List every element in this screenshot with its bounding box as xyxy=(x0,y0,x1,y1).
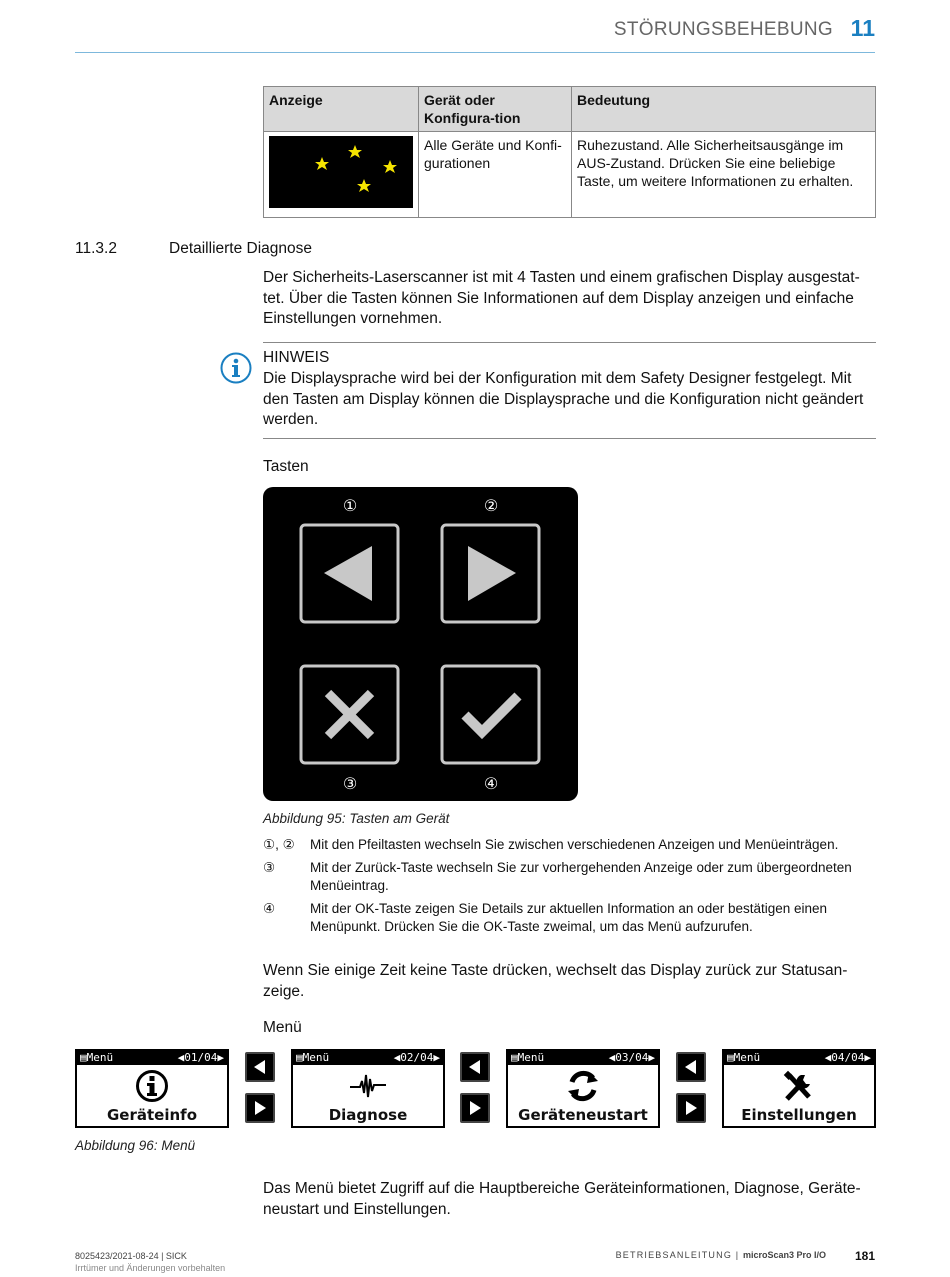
next-button xyxy=(460,1093,490,1123)
screen-counter: 01/04 xyxy=(184,1051,218,1064)
table-header-display: Anzeige xyxy=(264,87,419,132)
menu-list-icon: ▤ xyxy=(296,1051,303,1064)
display-meaning-table xyxy=(263,86,876,218)
prev-arrow-icon: ◀ xyxy=(393,1051,401,1064)
right-arrow-icon xyxy=(678,1095,704,1121)
screen-label: Geräteneustart xyxy=(518,1106,648,1124)
legend-key: ①, ② xyxy=(263,837,295,852)
table-header-meaning: Bedeutung xyxy=(572,87,876,132)
legend-key: ④ xyxy=(263,901,276,916)
right-arrow-icon xyxy=(247,1095,273,1121)
screen-title: Menü xyxy=(86,1051,114,1064)
legend-key: ③ xyxy=(263,860,276,875)
menu-list-icon: ▤ xyxy=(727,1051,734,1064)
prev-arrow-icon: ◀ xyxy=(177,1051,185,1064)
menu-screen-settings xyxy=(722,1049,876,1128)
prev-arrow-icon: ◀ xyxy=(608,1051,616,1064)
section-number: 11.3.2 xyxy=(75,240,117,257)
footer-product: microScan3 Pro I/O xyxy=(742,1250,826,1260)
note-text: Die Displaysprache wird bei der Konfiguration mit dem Safety Designer festgelegt. Mit den Tasten am Display können die Displaysprache und die Konfiguration nicht geändert werden. xyxy=(263,370,864,428)
screen-label: Diagnose xyxy=(328,1106,408,1124)
footer-doc-id: 8025423/2021-08-24 | SICK xyxy=(75,1251,187,1261)
table-cell-meaning: Ruhezustand. Alle Sicherheitsausgänge im AUS-Zustand. Drücken Sie eine beliebige Taste, um weitere Informationen zu erhalten. xyxy=(572,132,876,218)
next-arrow-icon: ▶ xyxy=(864,1051,871,1064)
screen-title: Menü xyxy=(733,1051,761,1064)
footer-left xyxy=(75,1250,225,1274)
left-arrow-icon xyxy=(462,1054,488,1080)
prev-button xyxy=(460,1052,490,1082)
prev-arrow-icon: ◀ xyxy=(824,1051,832,1064)
menu-description: Das Menü bietet Zugriff auf die Hauptbereiche Geräteinformationen, Diagnose, Geräte-neustart und Einstellungen. xyxy=(263,1180,861,1218)
screen-counter: 03/04 xyxy=(615,1051,649,1064)
menu-list-icon: ▤ xyxy=(511,1051,518,1064)
next-arrow-icon: ▶ xyxy=(217,1051,224,1064)
screen-title: Menü xyxy=(302,1051,330,1064)
section-intro: Der Sicherheits-Laserscanner ist mit 4 Tasten und einem grafischen Display ausgestat-tet. Über die Tasten können Sie Informationen auf dem Display anzeigen und einfache Einstellungen vornehmen. xyxy=(263,269,860,327)
table-row xyxy=(264,132,876,218)
legend-item xyxy=(263,859,876,895)
timeout-text: Wenn Sie einige Zeit keine Taste drücken, wechselt das Display zurück zur Statusan-zeige. xyxy=(263,962,848,1000)
moon-stars-icon xyxy=(269,136,413,208)
info-icon xyxy=(135,1069,169,1103)
footer-manual: BETRIEBSANLEITUNG xyxy=(615,1250,733,1260)
note-bottom-rule xyxy=(263,438,876,439)
menu-screen-restart xyxy=(506,1049,660,1128)
page-number: 181 xyxy=(854,1249,875,1263)
callout-1: ① xyxy=(342,496,358,515)
header-divider xyxy=(75,52,875,53)
chapter-title: STÖRUNGSBEHEBUNG xyxy=(613,19,833,40)
section-title: Detaillierte Diagnose xyxy=(169,240,313,257)
callout-3: ③ xyxy=(342,774,358,793)
menu-screen-diagnosis xyxy=(291,1049,445,1128)
chapter-number: 11 xyxy=(850,15,875,41)
keys-legend xyxy=(263,836,876,941)
callout-2: ② xyxy=(483,496,499,515)
next-button xyxy=(245,1093,275,1123)
tools-icon xyxy=(781,1069,817,1103)
prev-button xyxy=(676,1052,706,1082)
footer-right: BETRIEBSANLEITUNG | microScan3 Pro I/O xyxy=(615,1250,826,1260)
right-arrow-icon xyxy=(462,1095,488,1121)
left-arrow-icon xyxy=(247,1054,273,1080)
table-header-device: Gerät oder Konfigura-tion xyxy=(419,87,572,132)
screen-label: Geräteinfo xyxy=(107,1106,197,1124)
screen-title: Menü xyxy=(517,1051,545,1064)
menu-screen-device-info xyxy=(75,1049,229,1128)
table-header-row xyxy=(264,87,876,132)
legend-text: Mit den Pfeiltasten wechseln Sie zwischen verschiedenen Anzeigen und Menüeinträgen. xyxy=(310,837,839,852)
callout-4: ④ xyxy=(483,774,499,793)
keys-heading: Tasten xyxy=(263,458,309,475)
legend-text: Mit der OK-Taste zeigen Sie Details zur aktuellen Information an oder bestätigen einen Menüpunkt. Drücken Sie die OK-Taste zweimal, um das Menü aufzurufen. xyxy=(310,901,828,934)
figure-95-caption: Abbildung 95: Tasten am Gerät xyxy=(263,811,450,826)
info-icon xyxy=(220,352,252,384)
footer-disclaimer: Irrtümer und Änderungen vorbehalten xyxy=(75,1263,226,1273)
note-title: HINWEIS xyxy=(263,349,330,366)
legend-item xyxy=(263,900,876,936)
menu-list-icon: ▤ xyxy=(80,1051,87,1064)
left-arrow-icon xyxy=(678,1054,704,1080)
prev-button xyxy=(245,1052,275,1082)
legend-text: Mit der Zurück-Taste wechseln Sie zur vorhergehenden Anzeige oder zum übergeordneten Menüeintrag. xyxy=(310,860,852,893)
keypad-figure xyxy=(263,487,578,801)
table-cell-device: Alle Geräte und Konfi-gurationen xyxy=(419,132,572,218)
screen-counter: 04/04 xyxy=(831,1051,865,1064)
restart-icon xyxy=(565,1068,601,1104)
next-arrow-icon: ▶ xyxy=(433,1051,440,1064)
menu-heading: Menü xyxy=(263,1019,302,1036)
next-button xyxy=(676,1093,706,1123)
note-top-rule xyxy=(263,342,876,343)
signal-wave-icon xyxy=(348,1071,388,1101)
figure-96-caption: Abbildung 96: Menü xyxy=(75,1138,196,1153)
screen-counter: 02/04 xyxy=(400,1051,434,1064)
table-cell-display xyxy=(264,132,419,218)
next-arrow-icon: ▶ xyxy=(648,1051,655,1064)
legend-item xyxy=(263,836,876,854)
screen-label: Einstellungen xyxy=(741,1106,857,1124)
